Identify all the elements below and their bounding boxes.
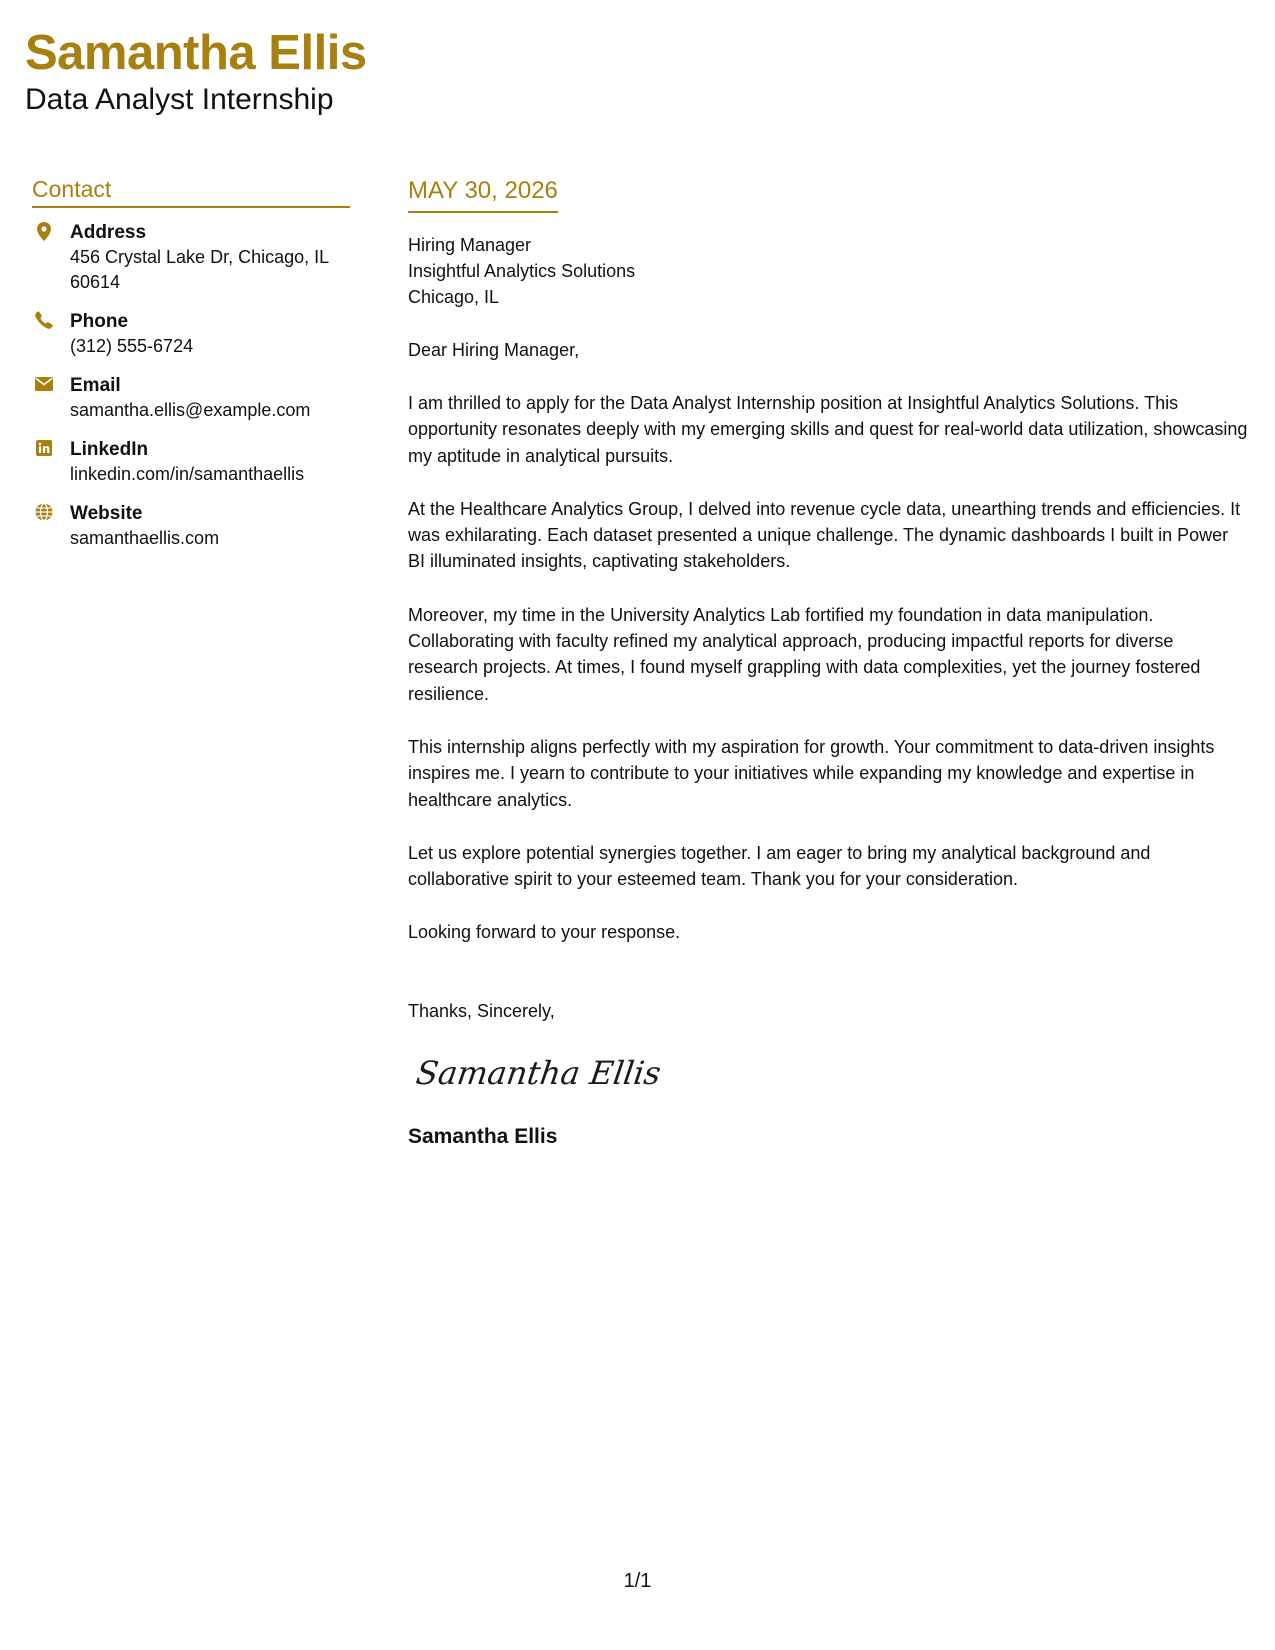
page-number: 1/1	[623, 1570, 652, 1592]
contact-sidebar	[32, 174, 350, 565]
body-paragraph: Looking forward to your response.	[408, 922, 681, 943]
closing-line: Thanks, Sincerely,	[408, 1000, 555, 1021]
website-label: Website	[70, 503, 143, 524]
body-paragraph: This internship aligns perfectly with my aspiration for growth. Your commitment to data-driven insights inspires me. I yearn to contribute to your initiatives while expanding my knowledge and expertise in healthcare analytics.	[408, 736, 1215, 810]
letter-date: MAY 30, 2026	[408, 177, 558, 204]
signer-name: Samantha Ellis	[408, 1124, 558, 1148]
globe-icon	[34, 502, 54, 522]
recipient-block	[408, 232, 1248, 310]
contact-item-phone	[32, 309, 350, 359]
phone-value: (312) 555-6724	[70, 336, 194, 356]
recipient-line: Chicago, IL	[408, 287, 500, 307]
map-pin-icon	[34, 221, 54, 241]
envelope-icon	[34, 374, 54, 394]
linkedin-label: LinkedIn	[70, 439, 149, 460]
recipient-line: Hiring Manager	[408, 235, 532, 255]
body-paragraph: Moreover, my time in the University Analytics Lab fortified my foundation in data manipulation. Collaborating with faculty refined my analytical approach, producing impactful reports for diverse research projects. At times, I found myself grappling with data complexities, yet the journey fostered resilience.	[408, 604, 1201, 704]
phone-icon	[34, 310, 54, 330]
contact-item-linkedin	[32, 437, 350, 487]
handwritten-signature	[416, 1048, 666, 1100]
body-paragraph: I am thrilled to apply for the Data Analyst Internship position at Insightful Analytics Solutions. This opportunity resonates deeply with my emerging skills and quest for real-world data utilization, showcasing my aptitude in analytical pursuits.	[408, 393, 1248, 466]
address-label: Address	[70, 222, 147, 243]
linkedin-icon	[34, 438, 54, 458]
contact-item-email	[32, 373, 350, 423]
salutation: Dear Hiring Manager,	[408, 340, 580, 360]
email-value: samantha.ellis@example.com	[70, 400, 311, 420]
recipient-line: Insightful Analytics Solutions	[408, 261, 636, 281]
date-block	[408, 176, 558, 213]
address-value: 456 Crystal Lake Dr, Chicago, IL 60614	[70, 247, 329, 292]
applied-role: Data Analyst Internship	[25, 83, 334, 116]
contact-item-website	[32, 501, 350, 551]
svg-text:Samantha Ellis: Samantha Ellis	[416, 1053, 664, 1092]
body-paragraph: At the Healthcare Analytics Group, I delved into revenue cycle data, unearthing trends and efficiencies. It was exhilarating. Each dataset presented a unique challenge. The dynamic dashboards I built in Power BI illuminated insights, captivating stakeholders.	[408, 498, 1241, 572]
contact-item-address	[32, 220, 350, 295]
linkedin-value: linkedin.com/in/samanthaellis	[70, 464, 305, 484]
website-value: samanthaellis.com	[70, 528, 220, 548]
contact-list	[32, 220, 350, 551]
contact-heading: Contact	[32, 174, 350, 208]
email-label: Email	[70, 375, 121, 396]
phone-label: Phone	[70, 311, 129, 332]
applicant-name: Samantha Ellis	[25, 26, 367, 80]
body-paragraph: Let us explore potential synergies together. I am eager to bring my analytical background and collaborative spirit to your esteemed team. Thank you for your consideration.	[408, 842, 1151, 890]
letter-body	[408, 176, 1248, 1151]
